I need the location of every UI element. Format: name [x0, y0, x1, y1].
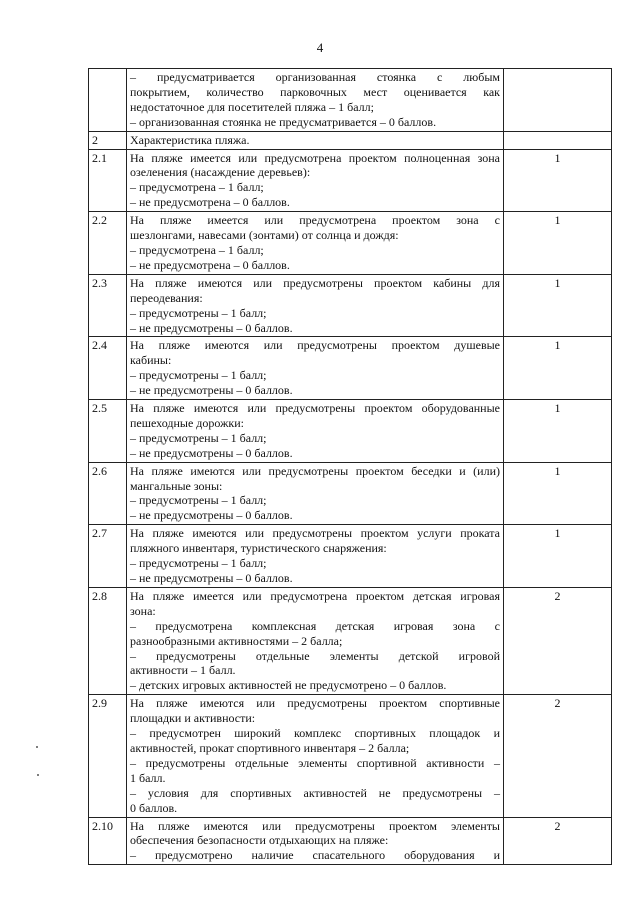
table-row	[89, 462, 612, 525]
criterion-line: активности – 1 балл.	[130, 663, 236, 678]
criterion-line: – предусмотрен широкий комплекс спортивных площадок и	[130, 726, 500, 741]
table-row	[89, 69, 612, 132]
criterion-line: озеленения (насаждение деревьев):	[130, 165, 311, 180]
criterion-text	[127, 212, 504, 275]
table-row	[89, 149, 612, 212]
criterion-line: – детских игровых активностей не предусмотрено – 0 баллов.	[130, 678, 447, 693]
item-number: 2.7	[89, 525, 127, 588]
criterion-line: шезлонгами, навесами (зонтами) от солнца и дождя:	[130, 228, 399, 243]
criterion-line: На пляже имеется или предусмотрена проектом зона с	[130, 213, 500, 228]
table-row	[89, 525, 612, 588]
item-number: 2.3	[89, 274, 127, 337]
criteria-table-body	[89, 69, 612, 865]
item-number: 2.10	[89, 817, 127, 865]
criterion-text	[127, 587, 504, 694]
page-number: 4	[316, 40, 324, 55]
criterion-text	[127, 817, 504, 865]
criterion-line: 0 баллов.	[130, 800, 178, 815]
criterion-line: – предусмотрено наличие спасательного оборудования и	[130, 848, 500, 863]
item-number: 2.4	[89, 337, 127, 400]
score-cell: 2	[504, 695, 612, 817]
table-row	[89, 337, 612, 400]
criterion-text	[127, 462, 504, 525]
criterion-line: На пляже имеются или предусмотрены проектом душевые	[130, 338, 500, 353]
scan-speck	[37, 774, 39, 776]
criterion-line: площадки и активности:	[130, 711, 256, 726]
item-number: 2.9	[89, 695, 127, 817]
score-cell: 1	[504, 212, 612, 275]
score-cell: 1	[504, 525, 612, 588]
item-number: 2	[89, 131, 127, 149]
criterion-line: разнообразными активностями – 2 балла;	[130, 633, 343, 648]
criterion-line: – организованная стоянка не предусматривается – 0 баллов.	[130, 114, 437, 129]
criterion-line: обеспечения безопасности отдыхающих на пляже:	[130, 833, 389, 848]
criterion-line: – предусмотрены отдельные элементы детской игровой	[130, 648, 500, 663]
criterion-line: – не предусмотрена – 0 баллов.	[130, 195, 290, 210]
criterion-line: На пляже имеются или предусмотрены проектом услуги проката	[130, 526, 500, 541]
criterion-line: – предусмотрена комплексная детская игровая зона с	[130, 618, 500, 633]
score-cell	[504, 131, 612, 149]
criterion-line: На пляже имеется или предусмотрена проектом детская игровая	[130, 588, 500, 603]
table-row	[89, 131, 612, 149]
table-row	[89, 212, 612, 275]
criterion-text	[127, 149, 504, 212]
criterion-line: – не предусмотрены – 0 баллов.	[130, 320, 293, 335]
criterion-line: На пляже имеется или предусмотрена проектом полноценная зона	[130, 150, 500, 165]
criterion-line: – не предусмотрены – 0 баллов.	[130, 383, 293, 398]
criterion-line: – не предусмотрены – 0 баллов.	[130, 445, 293, 460]
criterion-line: – предусмотрены – 1 балл;	[130, 430, 267, 445]
item-number: 2.5	[89, 400, 127, 463]
criterion-line: На пляже имеются или предусмотрены проектом беседки и (или)	[130, 463, 500, 478]
criterion-line: – предусмотрены – 1 балл;	[130, 305, 267, 320]
item-number	[89, 69, 127, 132]
criterion-line: кабины:	[130, 353, 172, 368]
criterion-line: зона:	[130, 603, 156, 618]
score-cell: 1	[504, 462, 612, 525]
criterion-line: пляжного инвентаря, туристического снаряжения:	[130, 541, 387, 556]
criterion-text	[127, 69, 504, 132]
score-cell: 1	[504, 149, 612, 212]
item-number: 2.6	[89, 462, 127, 525]
criterion-line: – предусмотрена – 1 балл;	[130, 242, 264, 257]
criterion-line: – предусмотрены – 1 балл;	[130, 556, 267, 571]
criterion-text	[127, 525, 504, 588]
criterion-line: На пляже имеются или предусмотрены проектом кабины для	[130, 275, 500, 290]
criterion-line: – предусмотрена – 1 балл;	[130, 180, 264, 195]
criterion-line: – не предусмотрена – 0 баллов.	[130, 257, 290, 272]
item-number: 2.2	[89, 212, 127, 275]
criterion-text	[127, 695, 504, 817]
criterion-text	[127, 274, 504, 337]
criterion-line: недостаточное для посетителей пляжа – 1 балл;	[130, 99, 374, 114]
criterion-line: – не предусмотрены – 0 баллов.	[130, 571, 293, 585]
score-cell: 2	[504, 817, 612, 865]
table-row	[89, 274, 612, 337]
criterion-line: пешеходные дорожки:	[130, 415, 244, 430]
criterion-line: – предусмотрены – 1 балл;	[130, 493, 267, 508]
criterion-line: активностей, прокат спортивного инвентаря – 2 балла;	[130, 740, 410, 755]
criterion-line: – предусмотрены отдельные элементы спортивной активности –	[130, 755, 500, 770]
criterion-line: – предусматривается организованная стоянка с любым	[130, 70, 500, 84]
criterion-line: мангальные зоны:	[130, 478, 223, 493]
table-row	[89, 817, 612, 865]
score-cell: 1	[504, 337, 612, 400]
criterion-line: покрытием, количество парковочных мест оценивается как	[130, 84, 500, 99]
criterion-line: – предусмотрены – 1 балл;	[130, 368, 267, 383]
criterion-text	[127, 337, 504, 400]
criterion-line: – не предусмотрены – 0 баллов.	[130, 508, 293, 523]
table-row	[89, 587, 612, 694]
criterion-line: – условия для спортивных активностей не предусмотрены –	[130, 785, 500, 800]
item-number: 2.8	[89, 587, 127, 694]
criterion-text	[127, 131, 504, 149]
score-cell: 1	[504, 400, 612, 463]
criterion-line: Характеристика пляжа.	[130, 132, 250, 147]
criterion-line: переодевания:	[130, 290, 203, 305]
table-row	[89, 400, 612, 463]
scan-speck	[36, 746, 38, 748]
criterion-text	[127, 400, 504, 463]
criterion-line: 1 балл.	[130, 770, 166, 785]
criteria-table	[88, 68, 612, 865]
table-row	[89, 695, 612, 817]
item-number: 2.1	[89, 149, 127, 212]
score-cell	[504, 69, 612, 132]
criterion-line: На пляже имеются или предусмотрены проектом оборудованные	[130, 401, 500, 416]
criterion-line: На пляже имеются или предусмотрены проектом спортивные	[130, 696, 500, 711]
score-cell: 2	[504, 587, 612, 694]
score-cell: 1	[504, 274, 612, 337]
criterion-line: На пляже имеются или предусмотрены проектом элементы	[130, 818, 500, 833]
